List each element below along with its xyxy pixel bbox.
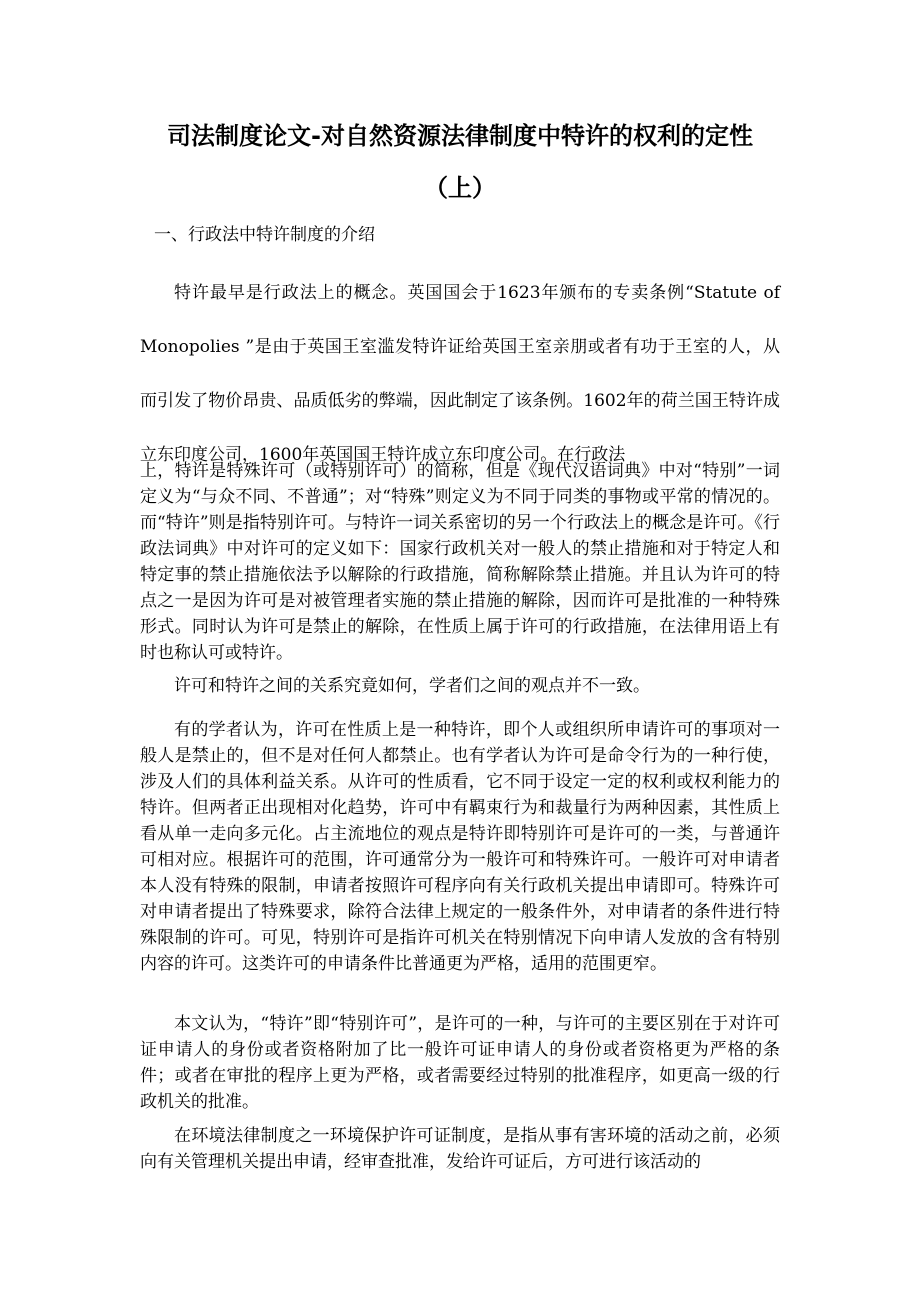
- title-line-1: 司法制度论文-对自然资源法律制度中特许的权利的定性: [167, 122, 753, 150]
- paragraph-5: 本文认为，“特许”即“特别许可”，是许可的一种，与许可的主要区别在于对许可证申请人的身份或者资格附加了比一般许可证申请人的身份或者资格更为严格的条件；或者在审批的程序上更为严格，或者需要经过特别的批准程序，如更高一级的行政机关的批准。: [140, 1014, 780, 1112]
- paragraph-1: 特许最早是行政法上的概念。英国国会于1623年颁布的专卖条例“Statute of Monopolies ”是由于英国王室滥发特许证给英国王室亲朋或者有功于王室的人，从而引发了物价昂贵、品质低劣的弊端，因此制定了该条例。1602年的荷兰国王特许成立东印度公司，1600年英国国王特许成立东印度公司。在行政法: [140, 283, 780, 465]
- paragraph-4: 有的学者认为，许可在性质上是一种特许，即个人或组织所申请许可的事项对一般人是禁止的，但不是对任何人都禁止。也有学者认为许可是命令行为的一种行使，涉及人们的具体利益关系。从许可的性质看，它不同于设定一定的权利或权利能力的特许。但两者正出现相对化趋势，许可中有羁束行为和裁量行为两种因素，其性质上看从单一走向多元化。占主流地位的观点是特许即特别许可是许可的一类，与普通许可相对应。根据许可的范围，许可通常分为一般许可和特殊许可。一般许可对申请者本人没有特殊的限制，申请者按照许可程序向有关行政机关提出申请即可。特殊许可对申请者提出了特殊要求，除符合法律上规定的一般条件外，对申请者的条件进行特殊限制的许可。可见，特别许可是指许可机关在特别情况下向申请人发放的含有特别内容的许可。这类许可的申请条件比普通更为严格，适用的范围更窄。: [140, 720, 780, 974]
- document-title: [140, 110, 780, 214]
- paragraph-6: 在环境法律制度之一环境保护许可证制度，是指从事有害环境的活动之前，必须向有关管理机关提出申请，经审查批准，发给许可证后，方可进行该活动的: [140, 1126, 780, 1172]
- paragraph-3: 许可和特许之间的关系究竟如何，学者们之间的观点并不一致。: [174, 676, 650, 696]
- title-line-2: （上）: [424, 174, 496, 202]
- paragraph-2: 上，特许是特殊许可（或特别许可）的简称，但是《现代汉语词典》中对“特别”一词定义为“与众不同、不普通”；对“特殊”则定义为不同于同类的事物或平常的情况的。而“特许”则是指特别许可。与特许一词关系密切的另一个行政法上的概念是许可。《行政法词典》中对许可的定义如下：国家行政机关对一般人的禁止措施和对于特定人和特定事的禁止措施依法予以解除的行政措施，简称解除禁止措施。并且认为许可的特点之一是因为许可是对被管理者实施的禁止措施的解除，因而许可是批准的一种特殊形式。同时认为许可是禁止的解除，在性质上属于许可的行政措施，在法律用语上有时也称认可或特许。: [140, 461, 780, 663]
- section-heading: 一、行政法中特许制度的介绍: [154, 225, 375, 245]
